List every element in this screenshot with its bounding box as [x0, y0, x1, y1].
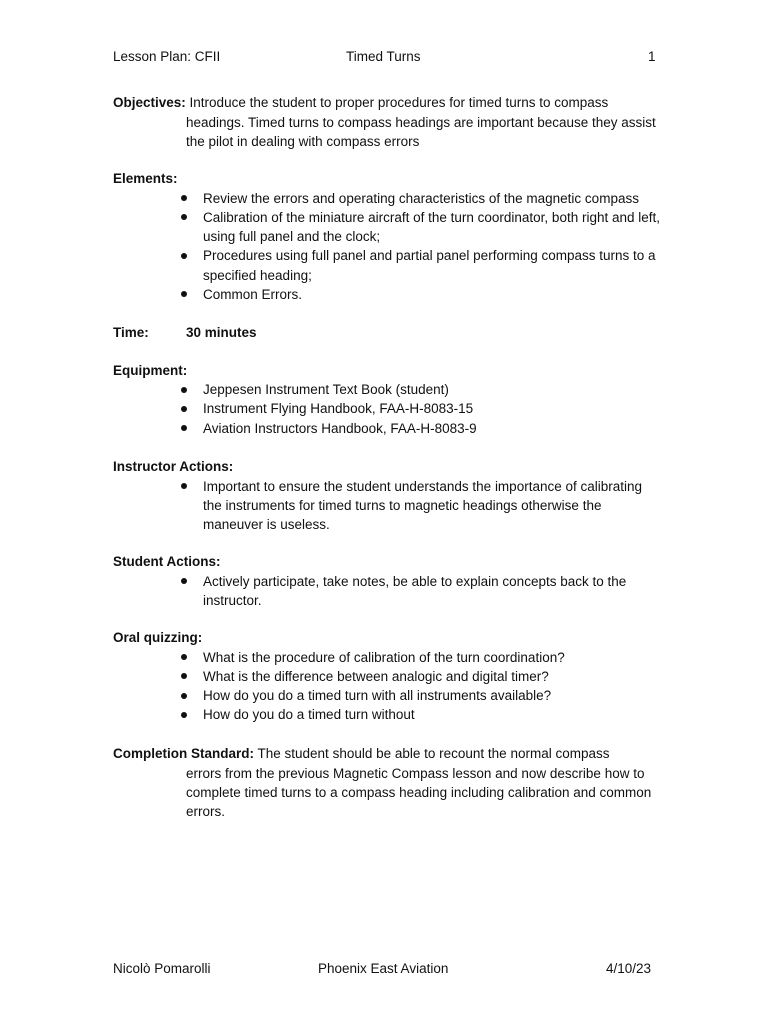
list-item: How do you do a timed turn without — [0, 705, 663, 724]
bullet-icon — [181, 406, 187, 412]
equipment-list — [0, 380, 663, 438]
footer-organization: Phoenix East Aviation — [318, 961, 449, 976]
bullet-icon — [181, 654, 187, 660]
bullet-icon — [181, 425, 187, 431]
oral-quizzing-list — [0, 648, 663, 725]
bullet-icon — [181, 712, 187, 718]
list-item: Instrument Flying Handbook, FAA-H-8083-15 — [0, 399, 663, 418]
header-page-number: 1 — [648, 49, 656, 64]
header-lesson-plan: Lesson Plan: CFII — [113, 49, 221, 64]
list-item: What is the difference between analogic and digital timer? — [0, 667, 663, 686]
completion-standard-text-rest: errors from the previous Magnetic Compass lesson and now describe how to complete timed turns to a compass heading including calibration and common errors. — [186, 765, 652, 820]
objectives-section — [113, 93, 608, 112]
student-actions-list — [0, 572, 663, 611]
oral-quizzing-label: Oral quizzing: — [113, 630, 203, 645]
completion-standard-label: Completion Standard: — [113, 746, 254, 761]
footer-author: Nicolò Pomarolli — [113, 961, 211, 976]
objectives-label: Objectives: — [113, 95, 186, 110]
completion-standard-section — [113, 744, 609, 763]
bullet-icon — [181, 253, 187, 259]
bullet-icon — [181, 483, 187, 489]
completion-standard-text-first: The student should be able to recount the normal compass — [257, 746, 610, 761]
list-item: What is the procedure of calibration of the turn coordination? — [0, 648, 663, 667]
bullet-icon — [181, 693, 187, 699]
list-item: Jeppesen Instrument Text Book (student) — [0, 380, 663, 399]
list-item: Procedures using full panel and partial panel performing compass turns to a specified heading; — [0, 246, 663, 285]
list-item: Review the errors and operating characteristics of the magnetic compass — [0, 189, 663, 208]
elements-label: Elements: — [113, 171, 178, 186]
bullet-icon — [181, 673, 187, 679]
time-value: 30 minutes — [186, 325, 257, 340]
time-label: Time: — [113, 325, 149, 340]
instructor-actions-list — [0, 477, 663, 535]
footer-date: 4/10/23 — [606, 961, 652, 976]
list-item: Actively participate, take notes, be able to explain concepts back to the instructor. — [0, 572, 663, 611]
instructor-actions-label: Instructor Actions: — [113, 459, 234, 474]
bullet-icon — [181, 214, 187, 220]
equipment-label: Equipment: — [113, 363, 188, 378]
header-title: Timed Turns — [346, 49, 421, 64]
list-item: Aviation Instructors Handbook, FAA-H-8083-9 — [0, 419, 663, 438]
elements-list — [0, 189, 663, 305]
list-item: How do you do a timed turn with all instruments available? — [0, 686, 663, 705]
bullet-icon — [181, 578, 187, 584]
objectives-text-rest: headings. Timed turns to compass headings are important because they assist the pilot in dealing with compass errors — [186, 114, 656, 149]
bullet-icon — [181, 195, 187, 201]
list-item: Calibration of the miniature aircraft of the turn coordinator, both right and left, using full panel and the clock; — [0, 208, 663, 247]
bullet-icon — [181, 291, 187, 297]
student-actions-label: Student Actions: — [113, 554, 221, 569]
bullet-icon — [181, 387, 187, 393]
list-item: Common Errors. — [0, 285, 663, 304]
objectives-text-first: Introduce the student to proper procedures for timed turns to compass — [189, 95, 609, 110]
list-item: Important to ensure the student understands the importance of calibrating the instruments for timed turns to magnetic headings otherwise the maneuver is useless. — [0, 477, 663, 535]
